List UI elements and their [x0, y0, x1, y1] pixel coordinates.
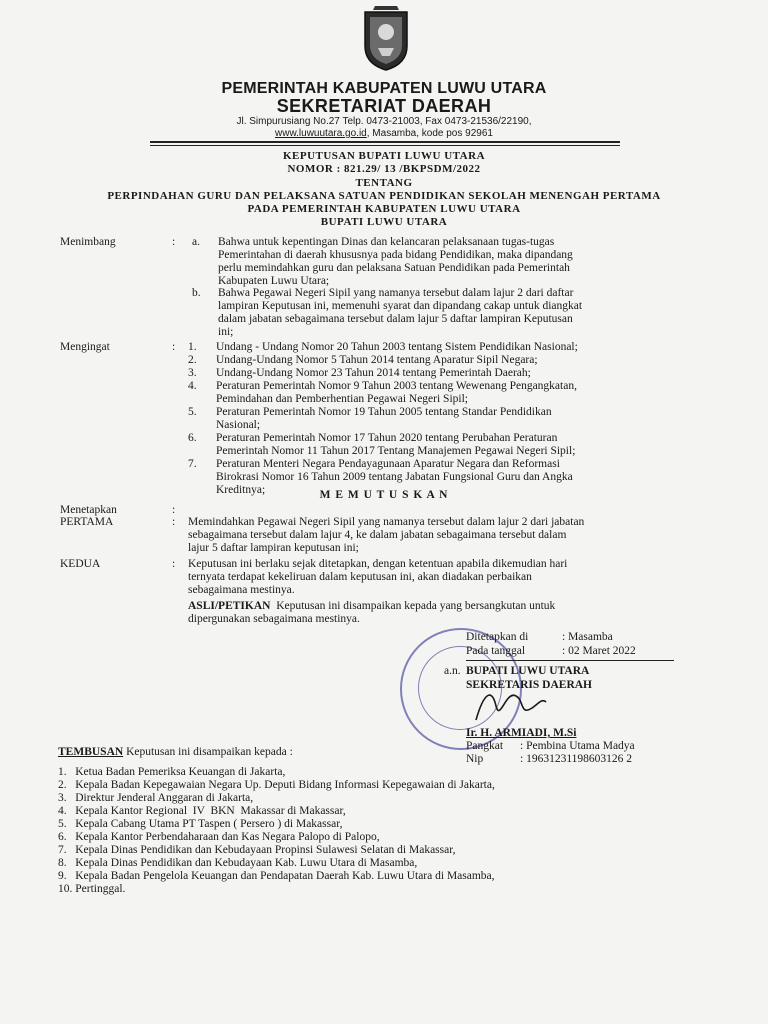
- rank-label: Pangkat: [466, 740, 504, 752]
- place-value: : Masamba: [562, 631, 613, 643]
- menetapkan-colon: :: [172, 504, 176, 516]
- date-value: : 02 Maret 2022: [562, 645, 636, 657]
- handwritten-signature: [470, 682, 550, 728]
- government-name: PEMERINTAH KABUPATEN LUWU UTARA: [221, 80, 547, 97]
- address-text: Jl. Simpurusiang No.27 Telp. 0473-21003, Fax 0473-21536/22190,: [236, 116, 532, 127]
- date-rule: [466, 660, 674, 661]
- subject-line-1: PERPINDAHAN GURU DAN PELAKSANA SATUAN PENDIDIKAN SEKOLAH MENENGAH PERTAMA: [107, 190, 661, 202]
- text-line: Nasional;: [216, 419, 261, 431]
- mengingat-item-number: 4.: [188, 380, 197, 392]
- website-link[interactable]: www.luwuutara.go.id: [275, 128, 367, 139]
- mengingat-colon: :: [172, 341, 176, 353]
- kedua-label: KEDUA: [60, 558, 101, 570]
- website-line: [0, 128, 768, 140]
- city-postcode: , Masamba, kode pos 92961: [366, 128, 493, 139]
- menimbang-a-marker: a.: [192, 236, 200, 248]
- text-line: Pemerintahan di daerah khususnya pada bidang Pendidikan, maka dipandang: [218, 249, 573, 261]
- mengingat-item-text: [216, 341, 758, 354]
- text-line: Kabupaten Luwu Utara;: [218, 275, 330, 287]
- mengingat-item-text: [216, 432, 758, 458]
- place-label: Ditetapkan di: [466, 631, 529, 643]
- mengingat-item-text: [216, 354, 758, 367]
- text-line: Bahwa untuk kepentingan Dinas dan kelancaran pelaksanaan tugas-tugas: [218, 236, 555, 248]
- text-line: Bahwa Pegawai Negeri Sipil yang namanya tersebut dalam lajur 2 dari daftar: [218, 287, 574, 299]
- tembusan-item: 7. Kepala Dinas Pendidikan dan Kebudayaan Propinsi Sulawesi Selatan di Makassar,: [58, 844, 456, 856]
- text-line: Birokrasi Nomor 16 Tahun 2009 tentang Jabatan Fungsional Guru dan Angka: [216, 471, 573, 483]
- signatory-name: Ir. H. ARMIADI, M.Si: [466, 727, 577, 739]
- menimbang-colon: :: [172, 236, 176, 248]
- tembusan-item: 6. Kepala Kantor Perbendaharaan dan Kas Negara Palopo di Palopo,: [58, 831, 380, 843]
- mengingat-item-number: 6.: [188, 432, 197, 444]
- text-line: Peraturan Pemerintah Nomor 9 Tahun 2003 tentang Wewenang Pengangkatan,: [216, 380, 577, 392]
- header-rule-thin: [150, 145, 620, 146]
- pertama-label: PERTAMA: [60, 516, 114, 528]
- pertama-colon: :: [172, 516, 176, 528]
- text-line: sebagaimana mestinya.: [188, 584, 295, 596]
- tembusan-heading: [58, 746, 293, 759]
- tembusan-item: 8. Kepala Dinas Pendidikan dan Kebudayaan Kab. Luwu Utara di Masamba,: [58, 857, 418, 869]
- tembusan-item: 4. Kepala Kantor Regional IV BKN Makassar di Makassar,: [58, 805, 346, 817]
- menimbang-b-marker: b.: [192, 287, 201, 299]
- text-line: Kreditnya;: [216, 484, 266, 496]
- regency-emblem-icon: [361, 6, 411, 72]
- text-line: ini;: [218, 326, 234, 338]
- menimbang-label: Menimbang: [60, 236, 116, 248]
- signatory-role-1: BUPATI LUWU UTARA: [466, 665, 590, 677]
- text-line: Undang-Undang Nomor 23 Tahun 2014 tentang Pemerintah Daerah;: [216, 367, 531, 379]
- tembusan-item: 3. Direktur Jenderal Anggaran di Jakarta,: [58, 792, 254, 804]
- mengingat-item-number: 7.: [188, 458, 197, 470]
- mengingat-item: [188, 432, 758, 458]
- text-line: Pemerintah Nomor 11 Tahun 2017 Tentang Manajemen Pegawai Negeri Sipil;: [216, 445, 576, 457]
- text-line: perlu memindahkan guru dan pelaksana Satuan Pendidikan pada Pemerintah: [218, 262, 570, 274]
- issuing-official: BUPATI LUWU UTARA: [320, 216, 448, 228]
- text-line: Peraturan Menteri Negara Pendayagunaan Aparatur Negara dan Reformasi: [216, 458, 560, 470]
- menimbang-a-text: [218, 236, 758, 288]
- tembusan-item: 2. Kepala Badan Kepegawaian Negara Up. Deputi Bidang Informasi Kepegawaian di Jakarta,: [58, 779, 495, 791]
- tembusan-item: 1. Ketua Badan Pemeriksa Keuangan di Jakarta,: [58, 766, 286, 778]
- asli-line-1: [188, 600, 758, 613]
- pertama-text: [188, 516, 758, 555]
- asli-label: ASLI/PETIKAN: [188, 600, 271, 612]
- mengingat-item: [188, 380, 758, 406]
- text-line: Undang-Undang Nomor 5 Tahun 2014 tentang Aparatur Sipil Negara;: [216, 354, 538, 366]
- menetapkan-label: Menetapkan: [60, 504, 117, 516]
- mengingat-item: [188, 406, 758, 432]
- memutuskan-heading: M E M U T U S K A N: [319, 489, 449, 501]
- tembusan-label: TEMBUSAN: [58, 746, 124, 758]
- asli-text-2: dipergunakan sebagaimana mestinya.: [188, 613, 360, 625]
- tembusan-item: 5. Kepala Cabang Utama PT Taspen ( Persero ) di Makassar,: [58, 818, 343, 830]
- kedua-colon: :: [172, 558, 176, 570]
- text-line: Undang - Undang Nomor 20 Tahun 2003 tentang Sistem Pendidikan Nasional;: [216, 341, 578, 353]
- mengingat-item: [188, 341, 758, 354]
- decree-number: NOMOR : 821.29/ 13 /BKPSDM/2022: [287, 163, 481, 175]
- text-line: ternyata terdapat kekeliruan dalam keputusan ini, akan diadakan perbaikan: [188, 571, 532, 583]
- mengingat-list: [188, 341, 758, 497]
- asli-text-1: Keputusan ini disampaikan kepada yang bersangkutan untuk: [276, 600, 556, 612]
- tembusan-list: [58, 766, 698, 896]
- mengingat-item-number: 2.: [188, 354, 197, 366]
- date-label: Pada tanggal: [466, 645, 526, 657]
- header-rule-thick: [150, 141, 620, 143]
- subject-line-2: PADA PEMERINTAH KABUPATEN LUWU UTARA: [247, 203, 521, 215]
- text-line: sebagaimana tersebut dalam lajur 4, ke dalam jabatan sebagaimana tersebut dalam: [188, 529, 567, 541]
- about-label: TENTANG: [355, 177, 413, 189]
- mengingat-item-text: [216, 380, 758, 406]
- mengingat-item-number: 1.: [188, 341, 197, 353]
- nip-value: : 19631231198603126 2: [520, 753, 633, 765]
- kedua-text: [188, 558, 758, 597]
- decree-title: KEPUTUSAN BUPATI LUWU UTARA: [282, 150, 486, 162]
- mengingat-item-number: 5.: [188, 406, 197, 418]
- text-line: dalam jabatan sebagaimana tersebut dalam lajur 5 daftar lampiran Keputusan: [218, 313, 573, 325]
- mengingat-item-number: 3.: [188, 367, 197, 379]
- text-line: Memindahkan Pegawai Negeri Sipil yang namanya tersebut dalam lajur 2 dari jabatan: [188, 516, 585, 528]
- text-line: Keputusan ini berlaku sejak ditetapkan, dengan ketentuan apabila dikemudian hari: [188, 558, 568, 570]
- an-marker: a.n.: [444, 665, 461, 677]
- mengingat-item: [188, 354, 758, 367]
- tembusan-item: 10. Pertinggal.: [58, 883, 126, 895]
- mengingat-item-text: [216, 406, 758, 432]
- menimbang-b-text: [218, 287, 758, 339]
- mengingat-item-text: [216, 367, 758, 380]
- signatory-role-2: SEKRETARIS DAERAH: [466, 679, 592, 691]
- address-line: [0, 116, 768, 140]
- rank-value: : Pembina Utama Madya: [520, 740, 635, 752]
- text-line: Peraturan Pemerintah Nomor 17 Tahun 2020 tentang Perubahan Peraturan: [216, 432, 558, 444]
- text-line: lajur 5 daftar lampiran keputusan ini;: [188, 542, 359, 554]
- text-line: lampiran Keputusan ini, memenuhi syarat dan dipandang cakap untuk diangkat: [218, 300, 583, 312]
- nip-label: Nip: [466, 753, 484, 765]
- secretariat-name: SEKRETARIAT DAERAH: [276, 96, 492, 116]
- text-line: Peraturan Pemerintah Nomor 19 Tahun 2005 tentang Standar Pendidikan: [216, 406, 552, 418]
- mengingat-label: Mengingat: [60, 341, 110, 353]
- tembusan-intro: Keputusan ini disampaikan kepada :: [123, 746, 293, 758]
- text-line: Pemindahan dan Pemberhentian Pegawai Negeri Sipil;: [216, 393, 468, 405]
- mengingat-item: [188, 367, 758, 380]
- asli-petikan-block: [188, 600, 758, 626]
- tembusan-item: 9. Kepala Badan Pengelola Keuangan dan Pendapatan Daerah Kab. Luwu Utara di Masamba,: [58, 870, 495, 882]
